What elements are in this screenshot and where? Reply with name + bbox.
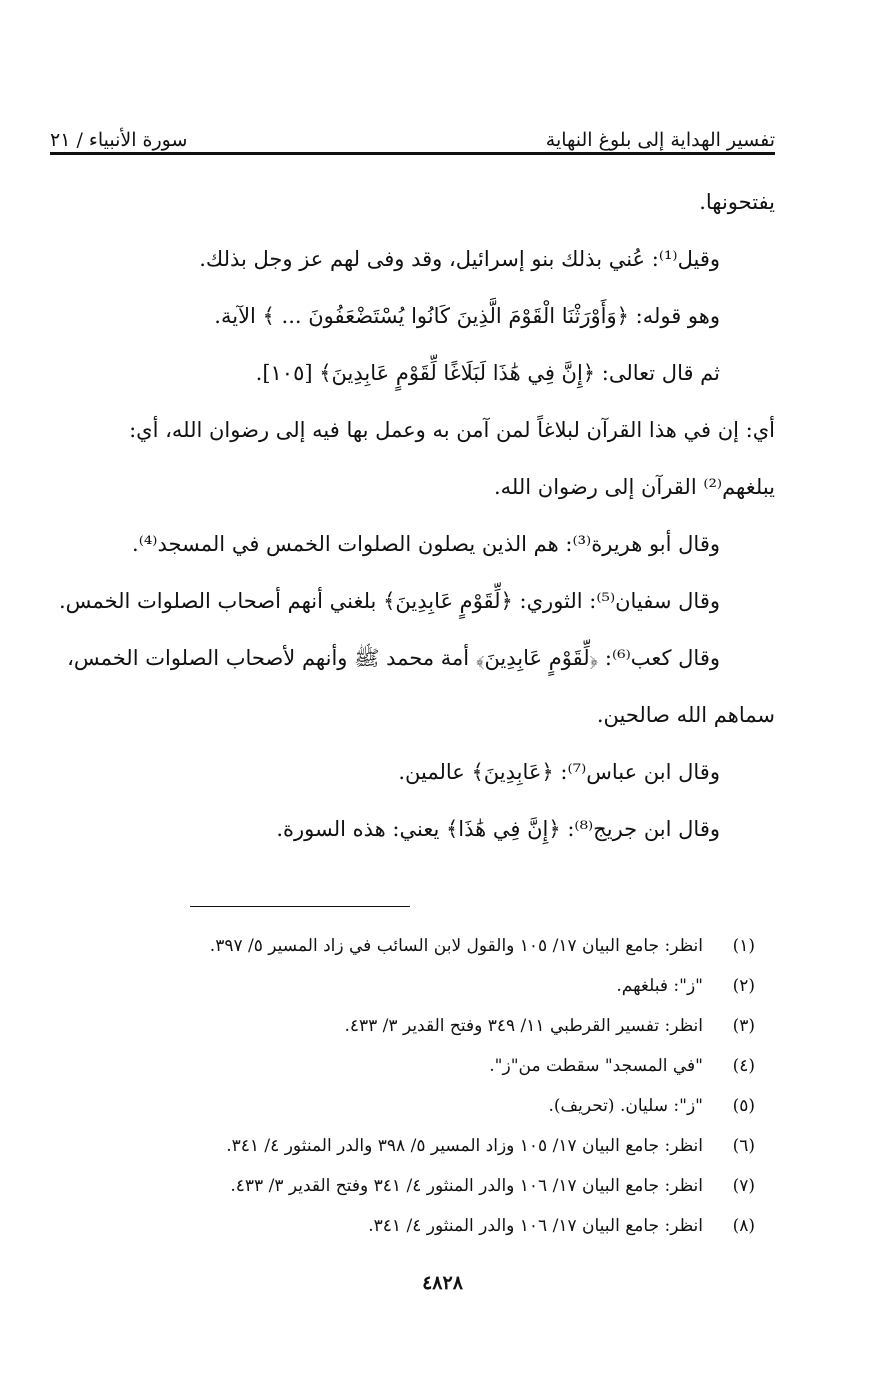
text-line: ثم قال تعالى: ﴿إِنَّ فِي هَٰذَا لَبَلَاغًا لِّقَوْمٍ عَابِدِينَ﴾ [١٠٥]. <box>255 361 720 385</box>
text-line: وقال سفيان⁽⁵⁾: الثوري: ﴿لِّقَوْمٍ عَابِدِينَ﴾ بلغني أنهم أصحاب الصلوات الخمس. <box>58 589 720 613</box>
footnote-number: (٢) <box>732 976 755 996</box>
footnote <box>50 1206 755 1246</box>
footnote-text: انظر: جامع البيان ١٧/ ١٠٥ والقول لابن السائب في زاد المسير ٥/ ٣٩٧. <box>209 936 703 956</box>
text-line: وقال ابن عباس⁽⁷⁾: ﴿عَابِدِينَ﴾ عالمين. <box>398 760 720 784</box>
footnote <box>50 1086 755 1126</box>
running-header <box>50 112 775 152</box>
footnote-text: انظر: تفسير القرطبي ١١/ ٣٤٩ وفتح القدير ٣/ ٤٣٣. <box>344 1016 703 1036</box>
footnote-text: انظر: جامع البيان ١٧/ ١٠٥ وزاد المسير ٥/ ٣٩٨ والدر المنثور ٤/ ٣٤١. <box>226 1136 703 1156</box>
footnote-text: انظر: جامع البيان ١٧/ ١٠٦ والدر المنثور ٤/ ٣٤١ وفتح القدير ٣/ ٤٣٣. <box>230 1176 703 1196</box>
book-title: تفسير الهداية إلى بلوغ النهاية <box>545 129 775 151</box>
text-line: يبلغهم⁽²⁾ القرآن إلى رضوان الله. <box>494 475 775 499</box>
footnote-text: "ز": سليان. (تحريف). <box>548 1096 703 1116</box>
header-divider <box>50 152 775 155</box>
footnote <box>50 1046 755 1086</box>
footnote-number: (٦) <box>732 1136 755 1156</box>
footnote-divider <box>190 906 410 907</box>
text-line: وقال كعب⁽⁶⁾: ﴿لِّقَوْمٍ عَابِدِينَ﴾ أمة محمد ﷺ وأنهم لأصحاب الصلوات الخمس، <box>67 646 720 670</box>
footnotes <box>50 926 755 1246</box>
main-text <box>50 180 775 864</box>
footnote <box>50 966 755 1006</box>
footnote <box>50 1126 755 1166</box>
footnote <box>50 926 755 966</box>
text-line: سماهم الله صالحين. <box>596 703 775 727</box>
text-line: وهو قوله: ﴿وَأَوْرَثْنَا الْقَوْمَ الَّذِينَ كَانُوا يُسْتَضْعَفُونَ ... ﴾ الآية. <box>214 304 720 328</box>
footnote-text: "ز": فبلغهم. <box>616 976 703 996</box>
footnote-number: (٣) <box>732 1016 755 1036</box>
text-line: وقال ابن جريج⁽⁸⁾: ﴿إِنَّ فِي هَٰذَا﴾ يعني: هذه السورة. <box>276 817 720 841</box>
text-line: وقال أبو هريرة⁽³⁾: هم الذين يصلون الصلوات الخمس في المسجد⁽⁴⁾. <box>132 532 720 556</box>
page-number: ٤٨٢٨ <box>422 1272 463 1294</box>
text-line: أي: إن في هذا القرآن لبلاغاً لمن آمن به وعمل بها فيه إلى رضوان الله، أي: <box>129 418 775 442</box>
surah-reference: سورة الأنبياء / ٢١ <box>50 129 188 151</box>
footnote-number: (٥) <box>732 1096 755 1116</box>
text-line: وقيل⁽¹⁾: عُني بذلك بنو إسرائيل، وقد وفى لهم عز وجل بذلك. <box>199 247 720 271</box>
footnote-number: (٤) <box>732 1056 755 1076</box>
footnote-text: انظر: جامع البيان ١٧/ ١٠٦ والدر المنثور ٤/ ٣٤١. <box>368 1216 703 1236</box>
footnote-number: (٧) <box>732 1176 755 1196</box>
footnote <box>50 1006 755 1046</box>
footnote-number: (٨) <box>732 1216 755 1236</box>
text-line: يفتحونها. <box>699 190 775 214</box>
footnote <box>50 1166 755 1206</box>
footnote-text: "في المسجد" سقطت من"ز". <box>489 1056 703 1076</box>
footnote-number: (١) <box>732 936 755 956</box>
